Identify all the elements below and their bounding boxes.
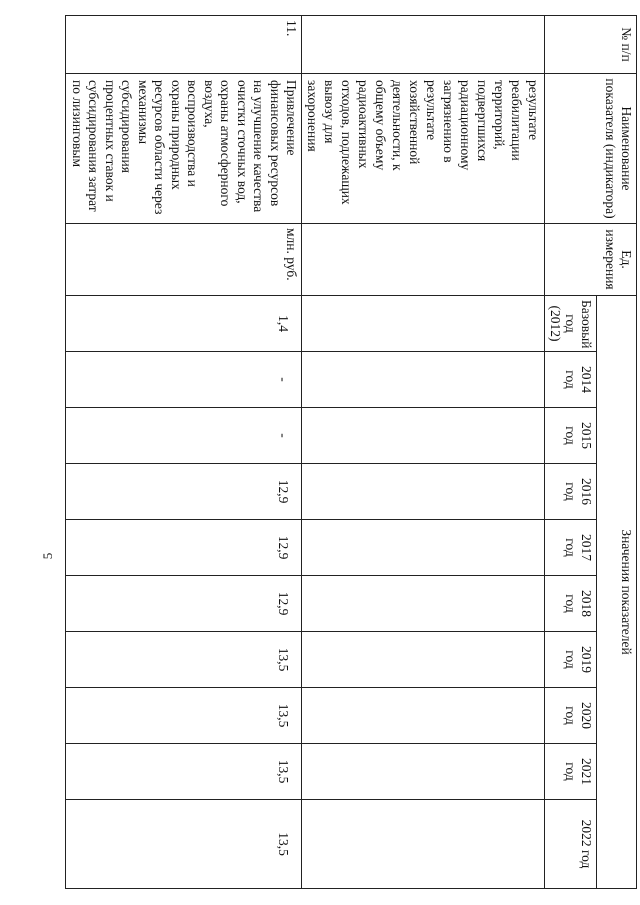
header-num: № п/п [545,16,637,74]
row-indicator-name: Привлечение финансовых ресурсов на улучшение качества очистки сточных вод, охраны атмосферного воздуха, воспроизводства и охраны природных ресурсов области через механизмы субсидирования процентных ставок и субсидирования затрат по лизинговым [66,74,302,224]
row-value: 13,5 [66,800,302,889]
row-value [302,744,545,800]
row-value [302,576,545,632]
header-year: 2022 год [545,800,597,889]
row-value [302,408,545,464]
row-value: 12,9 [66,520,302,576]
header-year: 2014 год [545,352,597,408]
header-year: 2017 год [545,520,597,576]
header-year: 2019 год [545,632,597,688]
row-indicator-name: результате реабилитации территорий, подвергшихся радиационному загрязнению в результате хозяйственной деятельности, к общему объему радиоактивных отходов, подлежащих вывозу для захоронения [302,74,545,224]
row-value [302,688,545,744]
row-value [302,800,545,889]
row-unit: млн. руб. [66,224,302,296]
header-year: 2021 год [545,744,597,800]
header-values-group: Значения показателей [597,296,637,889]
header-year: 2016 год [545,464,597,520]
row-value [302,296,545,352]
row-value: 13,5 [66,632,302,688]
row-value: 13,5 [66,744,302,800]
row-value [302,632,545,688]
row-value: 13,5 [66,688,302,744]
header-unit: Ед. измерения [545,224,637,296]
row-value [302,464,545,520]
row-value: - [66,408,302,464]
row-value: 1,4 [66,296,302,352]
row-value: 12,9 [66,576,302,632]
indicator-grid-table [65,15,637,889]
header-year: 2018 год [545,576,597,632]
row-num [302,16,545,74]
header-year: Базовый год (2012) [545,296,597,352]
row-value [302,520,545,576]
row-unit [302,224,545,296]
row-value [302,352,545,408]
row-value: 12,9 [66,464,302,520]
row-value: - [66,352,302,408]
header-year: 2015 год [545,408,597,464]
header-year: 2020 год [545,688,597,744]
header-name: Наименование показателя (индикатора) [545,74,637,224]
page-number: 5 [40,552,55,560]
row-num: 11. [66,16,302,74]
indicator-grid [69,15,637,888]
